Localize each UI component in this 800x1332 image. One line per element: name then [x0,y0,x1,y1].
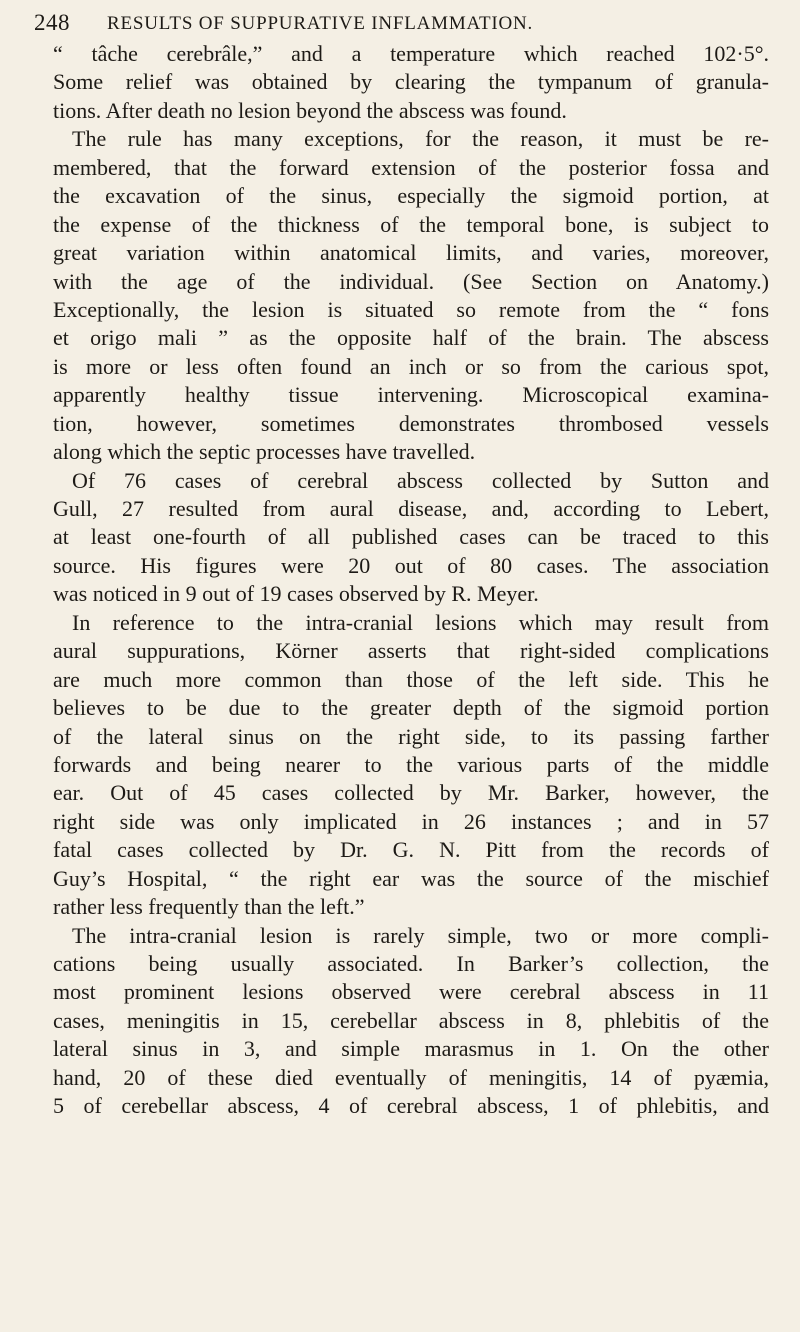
text-line: the excavation of the sinus, especially the sigmoid portion, at [53,183,769,209]
text-line: with the age of the individual. (See Section on Anatomy.) [53,268,769,294]
text-line: Exceptionally, the lesion is situated so remote from the “ fons [53,296,769,322]
text-line: apparently healthy tissue intervening. Microscopical examina- [53,382,769,408]
text-line: are much more common than those of the left side. This he [53,666,769,692]
page-number: 248 [34,10,70,35]
text-line: et origo mali ” as the opposite half of the brain. The abscess [53,325,769,351]
text-line: Some relief was obtained by clearing the tympanum of granula- [53,69,769,95]
text-line: right side was only implicated in 26 instances ; and in 57 [53,808,769,834]
text-line: cases, meningitis in 15, cerebellar abscess in 8, phlebitis of the [53,1007,769,1033]
text-line: most prominent lesions observed were cerebral abscess in 11 [53,979,769,1005]
text-line: fatal cases collected by Dr. G. N. Pitt from the records of [53,837,769,863]
text-line: membered, that the forward extension of the posterior fossa and [53,154,769,180]
running-title: RESULTS OF SUPPURATIVE INFLAMMATION. [107,13,534,34]
text-line: believes to be due to the greater depth of the sigmoid portion [53,695,769,721]
running-header [34,10,774,44]
text-line: of the lateral sinus on the right side, to its passing farther [53,723,769,749]
text-line: source. His figures were 20 out of 80 cases. The association [53,552,769,578]
body-text [53,40,769,1121]
text-line: cations being usually associated. In Barker’s collection, the [53,951,769,976]
text-line: lateral sinus in 3, and simple marasmus in 1. On the other [53,1036,769,1062]
text-line: ear. Out of 45 cases collected by Mr. Barker, however, the [53,780,769,806]
text-line: Gull, 27 resulted from aural disease, and, according to Lebert, [53,496,769,521]
text-line: great variation within anatomical limits, and varies, moreover, [53,240,769,266]
text-line: tions. After death no lesion beyond the abscess was found. [53,97,567,123]
text-line: tion, however, sometimes demonstrates thrombosed vessels [53,410,769,436]
text-line: Of 76 cases of cerebral abscess collected by Sutton and [72,467,769,493]
text-line: forwards and being nearer to the various parts of the middle [53,751,769,777]
text-line: The intra-cranial lesion is rarely simple, two or more compli- [72,922,769,948]
text-line: rather less frequently than the left.” [53,894,365,920]
text-line: along which the septic processes have travelled. [53,439,476,465]
text-line: “ tâche cerebrâle,” and a temperature which reached 102·5°. [53,41,769,66]
text-line: In reference to the intra-cranial lesions which may result from [72,609,769,635]
text-line: Guy’s Hospital, “ the right ear was the source of the mischief [53,865,769,891]
text-line: at least one-fourth of all published cases can be traced to this [53,524,769,550]
text-line: hand, 20 of these died eventually of meningitis, 14 of pyæmia, [53,1064,769,1090]
text-line: aural suppurations, Körner asserts that right-sided complications [53,638,769,664]
text-line: The rule has many exceptions, for the reason, it must be re- [72,126,769,152]
text-line: the expense of the thickness of the temporal bone, is subject to [53,211,769,237]
text-line: was noticed in 9 out of 19 cases observed by R. Meyer. [53,581,539,607]
text-line: is more or less often found an inch or so from the carious spot, [53,353,769,379]
text-line: 5 of cerebellar abscess, 4 of cerebral abscess, 1 of phlebitis, and [53,1093,769,1119]
